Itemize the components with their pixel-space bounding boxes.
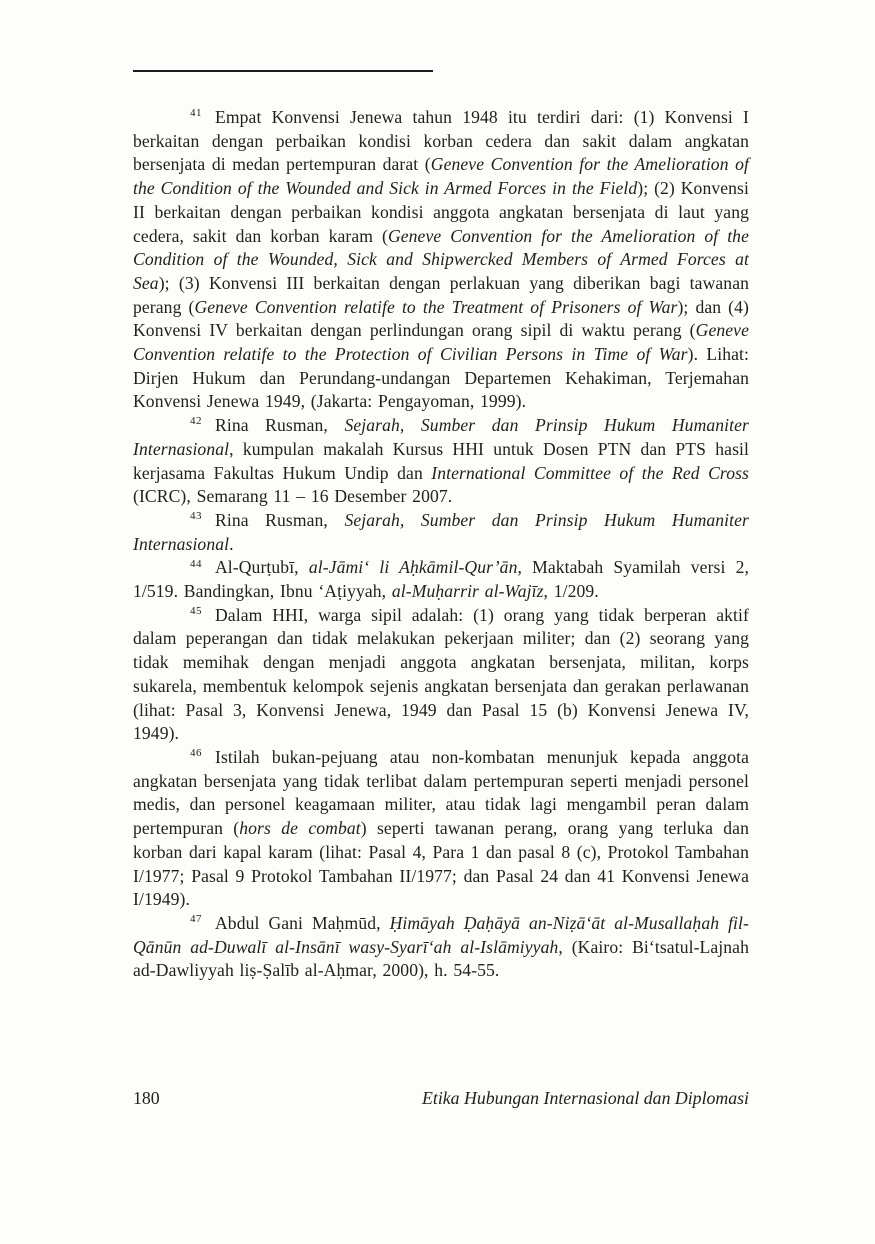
footnote-text bbox=[133, 913, 749, 980]
footnote-text-roman: , Maktabah Syamilah versi 2, 1/519. Bandingkan, Ibnu ‘Aṭiyyah, bbox=[133, 557, 749, 602]
footnote-text-roman: , kumpulan makalah Kursus HHI untuk Dosen PTN dan PTS hasil kerjasama Fakultas Hukum Undip dan bbox=[133, 438, 749, 483]
footnote-text bbox=[133, 510, 749, 554]
footnote-text-roman: ) seperti tawanan perang, orang yang terluka dan korban dari kapal karam (lihat: Pasal 4, Para 1 dan pasal 8 (c), Protokol Tambahan I/1977; Pasal 9 Protokol Tambahan II/1977; dan Pasal 24 dan 41 Konvensi Jenewa I/1949). bbox=[133, 818, 749, 910]
footnote-text-roman: , 1/209. bbox=[543, 581, 599, 602]
footnote-text-roman: ); (2) Konvensi II berkaitan dengan perbaikan kondisi anggota angkatan bersenjata di laut yang cedera, sakit dan korban karam ( bbox=[133, 178, 749, 246]
page-number: 180 bbox=[133, 1088, 160, 1108]
footnote-41 bbox=[133, 106, 749, 414]
footnote-text-italic: Geneve Convention for the Amelioration of the Condition of the Wounded and Sick in Armed Forces in the Field bbox=[133, 154, 749, 199]
footnote-text-roman: Dalam HHI, warga sipil adalah: (1) orang yang tidak berperan aktif dalam peperangan dan tidak melakukan pekerjaan militer; dan (2) seorang yang tidak memihak dengan menjadi anggota angkatan bersenjata, militan, korps sukarela, membentuk kelompok sejenis angkatan bersenjata dan gerakan perlawanan (lihat: Pasal 3, Konvensi Jenewa, 1949 dan Pasal 15 (b) Konvensi Jenewa IV, 1949). bbox=[133, 604, 749, 744]
footnote-text-italic: hors de combat bbox=[239, 818, 361, 839]
footnote-text-italic: Geneve Convention relatife to the Protection of Civilian Persons in Time of War bbox=[133, 320, 749, 365]
footnote-45 bbox=[133, 604, 749, 746]
footnote-marker: 47 bbox=[190, 913, 202, 926]
footnote-text-italic: Ḥimāyah Ḍaḥāyā an-Niẓā‘āt al-Musallaḥah fil-Qānūn ad-Duwalī al-Insānī wasy-Syarī‘ah al-Islāmiyyah bbox=[133, 912, 749, 957]
footnote-separator-rule bbox=[133, 70, 433, 72]
footnote-text bbox=[133, 415, 749, 506]
footnote-43 bbox=[133, 509, 749, 556]
footnote-47 bbox=[133, 912, 749, 983]
footnote-44 bbox=[133, 556, 749, 603]
footnote-text-italic: Geneve Convention relatife to the Treatment of Prisoners of War bbox=[194, 296, 678, 317]
running-title: Etika Hubungan Internasional dan Diplomasi bbox=[422, 1088, 749, 1108]
footnote-text-italic: Geneve Convention for the Amelioration of the Condition of the Wounded, Sick and Shipwercked Members of Armed Forces at Sea bbox=[133, 225, 749, 293]
footnote-text-roman: ); dan (4) Konvensi IV berkaitan dengan perlindungan orang sipil di waktu perang ( bbox=[133, 296, 749, 341]
footnote-text-roman: Al-Qurṭubī, bbox=[215, 557, 309, 578]
footnote-text-roman: ). Lihat: Dirjen Hukum dan Perundang-undangan Departemen Kehakiman, Terjemahan Konvensi Jenewa 1949, (Jakarta: Pengayoman, 1999). bbox=[133, 344, 749, 412]
footnote-text-roman: Rina Rusman, bbox=[215, 509, 345, 530]
footnote-text-roman: Rina Rusman, bbox=[215, 415, 345, 436]
footnote-text-italic: International Committee of the Red Cross bbox=[431, 462, 749, 483]
footnote-marker: 46 bbox=[190, 747, 202, 760]
footnote-marker: 44 bbox=[190, 557, 202, 570]
page-footer bbox=[133, 1086, 749, 1110]
footnote-text-roman: ); (3) Konvensi III berkaitan dengan perlakuan yang diberikan bagi tawanan perang ( bbox=[133, 272, 749, 317]
footnote-text-italic: al-Muḥarrir al-Wajīz bbox=[391, 581, 544, 602]
footnote-text-italic: Sejarah, Sumber dan Prinsip Hukum Humaniter Internasional bbox=[133, 415, 749, 459]
footnote-42 bbox=[133, 414, 749, 509]
footnote-text-roman: Abdul Gani Maḥmūd, bbox=[215, 912, 390, 933]
footnote-text bbox=[133, 557, 749, 601]
footnote-text-roman: . bbox=[229, 533, 234, 554]
footnote-text-roman: Istilah bukan-pejuang atau non-kombatan menunjuk kepada anggota angkatan bersenjata yang tidak terlibat dalam pertempuran seperti menjadi personel medis, dan personel keagamaan militer, atau tidak lagi mengambil peran dalam pertempuran ( bbox=[133, 746, 749, 839]
footnote-marker: 43 bbox=[190, 510, 202, 523]
footnote-text-roman: , (Kairo: Bi‘tsatul-Lajnah ad-Dawliyyah liṣ-Ṣalīb al-Aḥmar, 2000), h. 54-55. bbox=[133, 936, 749, 981]
footnote-text bbox=[133, 107, 749, 411]
footnote-text bbox=[133, 605, 749, 744]
footnote-marker: 45 bbox=[190, 604, 202, 617]
footnote-marker: 41 bbox=[190, 107, 202, 120]
footnote-marker: 42 bbox=[190, 415, 202, 428]
footnotes-section bbox=[133, 106, 749, 983]
footnote-text-italic: al-Jāmi‘ li Aḥkāmil-Qur’ān bbox=[308, 557, 518, 578]
footnote-text-roman: Empat Konvensi Jenewa tahun 1948 itu terdiri dari: (1) Konvensi I berkaitan dengan perbaikan kondisi korban cedera dan sakit dalam angkatan bersenjata di medan pertempuran darat ( bbox=[133, 107, 749, 175]
footnote-text-italic: Sejarah, Sumber dan Prinsip Hukum Humaniter Internasional bbox=[133, 509, 749, 554]
footnote-46 bbox=[133, 746, 749, 912]
footnote-text-roman: (ICRC), Semarang 11 – 16 Desember 2007. bbox=[133, 486, 453, 507]
footnote-text bbox=[133, 747, 749, 909]
